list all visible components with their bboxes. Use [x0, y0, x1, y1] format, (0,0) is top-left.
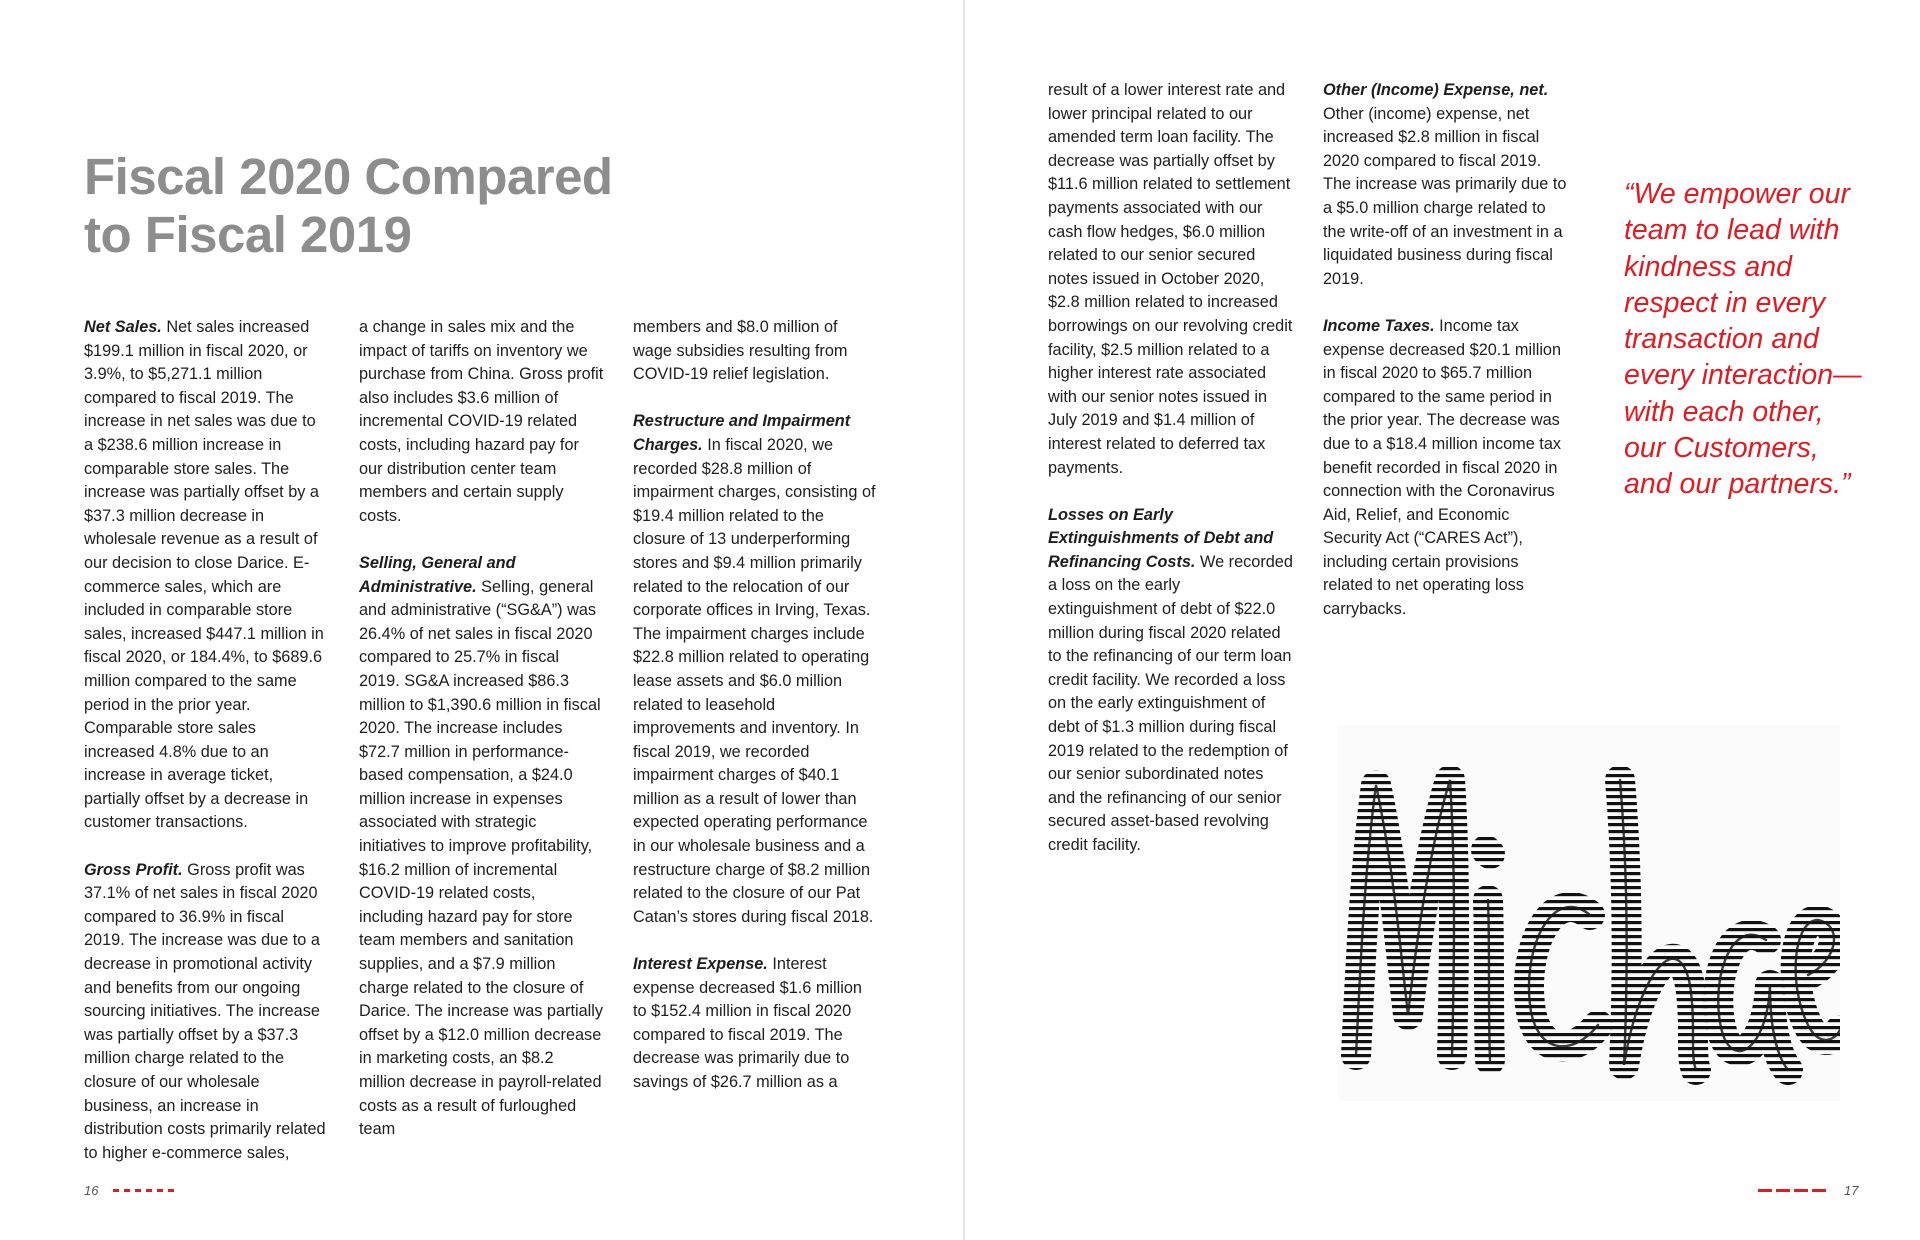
page-number-left: 16 — [84, 1183, 99, 1198]
michaels-script-art — [1338, 725, 1840, 1101]
net-sales-paragraph — [84, 316, 329, 835]
gross-profit-paragraph — [84, 859, 329, 1166]
restructure-paragraph — [633, 410, 878, 929]
page-number-right: 17 — [1844, 1183, 1859, 1198]
net-sales-heading: Net Sales. — [84, 318, 162, 336]
gross-profit-heading: Gross Profit. — [84, 860, 183, 879]
other-expense-paragraph — [1323, 79, 1568, 291]
net-sales-text: Net sales increased $199.1 million in fiscal 2020, or 3.9%, to $5,271.1 million compared to fiscal 2019. The increase in net sales was due to a $238.6 million increase in comparable store sales. The increase was partially offset by a $37.3 million decrease in wholesale revenue as a result of our decision to close Darice. E-commerce sales, which are included in comparable store sales, increased $447.1 million in fiscal 2020, or 184.4%, to $689.6 million compared to the same period in the prior year. Comparable store sales increased 4.8% due to an increase in average ticket, partially offset by a decrease in customer transactions. — [84, 318, 324, 832]
early-extinguishment-heading: Losses on Early Extinguishments of Debt and Refinancing Costs. — [1048, 505, 1274, 571]
sga-heading: Selling, General and Administrative. — [359, 553, 516, 596]
page-marker-dashes-right — [1758, 1189, 1826, 1192]
other-expense-heading: Other (Income) Expense, net. — [1323, 81, 1549, 99]
title-line-1: Fiscal 2020 Compared — [84, 148, 613, 205]
page-gutter — [963, 0, 965, 1240]
interest-expense-text: Interest expense decreased $1.6 million to $152.4 million in fiscal 2020 compared to fiscal 2019. The decrease was primarily due to savings of $26.7 million as a — [633, 955, 862, 1091]
interest-expense-paragraph — [633, 953, 878, 1095]
right-column-2 — [1323, 79, 1568, 645]
other-expense-text: Other (income) expense, net increased $2.8 million in fiscal 2020 compared to fiscal 2019. The increase was primarily due to a $5.0 million charge related to the write-off of an investment in a liquidated business during fiscal 2019. — [1323, 104, 1567, 288]
sga-paragraph — [359, 552, 604, 1142]
income-taxes-paragraph — [1323, 315, 1568, 622]
gross-profit-text: Gross profit was 37.1% of net sales in fiscal 2020 compared to 36.9% in fiscal 2019. The increase was due to a decrease in promotional activity and benefits from our ongoing sourcing initiatives. The increase was partially offset by a $37.3 million charge related to the closure of our wholesale business, an increase in distribution costs primarily related to higher e-commerce sales, — [84, 860, 326, 1162]
pull-quote: “We empower our team to lead with kindness and respect in every transaction and every interaction—with each other, our Customers, and our partners.” — [1624, 178, 1862, 501]
michaels-sign-photo — [1338, 725, 1840, 1101]
right-column-1 — [1048, 79, 1293, 881]
left-column-1 — [84, 316, 329, 1189]
income-taxes-text: Income tax expense decreased $20.1 million in fiscal 2020 to $65.7 million compared to the same period in the prior year. The decrease was due to a $18.4 million income tax benefit recorded in fiscal 2020 in connection with the Coronavirus Aid, Relief, and Economic Security Act (“CARES Act”), including certain provisions related to net operating loss carrybacks. — [1323, 316, 1562, 619]
early-extinguishment-paragraph — [1048, 504, 1293, 858]
income-taxes-heading: Income Taxes. — [1323, 316, 1435, 335]
page-marker-dashes-left — [113, 1189, 175, 1192]
left-column-3 — [633, 316, 878, 1118]
title-line-2: to Fiscal 2019 — [84, 206, 412, 263]
sga-continued: members and $8.0 million of wage subsidies resulting from COVID-19 relief legislation. — [633, 318, 848, 384]
page-title — [84, 148, 613, 264]
sga-text: Selling, general and administrative (“SG&A”) was 26.4% of net sales in fiscal 2020 compared to 25.7% in fiscal 2019. SG&A increased $86.3 million to $1,390.6 million in fiscal 2020. The increase includes $72.7 million in performance-based compensation, a $24.0 million increase in expenses associated with strategic initiatives to improve profitability, $16.2 million of incremental COVID-19 related costs, including hazard pay for store team members and sanitation supplies, and a $7.9 million charge related to the closure of Darice. The increase was partially offset by a $12.0 million decrease in marketing costs, an $8.2 million decrease in payroll-related costs as a result of furloughed team — [359, 577, 604, 1139]
interest-expense-heading: Interest Expense. — [633, 955, 768, 974]
restructure-text: In fiscal 2020, we recorded $28.8 million of impairment charges, consisting of $19.4 million related to the closure of 13 underperforming stores and $9.4 million primarily related to the relocation of our corporate offices in Irving, Texas. The impairment charges include $22.8 million related to operating lease assets and $6.0 million related to leasehold improvements and inventory. In fiscal 2019, we recorded impairment charges of $40.1 million as a result of lower than expected operating performance in our wholesale business and a restructure charge of $8.2 million related to the closure of our Pat Catan’s stores during fiscal 2018. — [633, 435, 876, 926]
interest-expense-continued: result of a lower interest rate and lower principal related to our amended term loan facility. The decrease was partially offset by $11.6 million related to settlement payments associated with our cash flow hedges, $6.0 million related to our senior secured notes issued in October 2020, $2.8 million related to increased borrowings on our revolving credit facility, $2.5 million related to a higher interest rate associated with our senior notes issued in July 2019 and $1.4 million of interest related to deferred tax payments. — [1048, 81, 1293, 477]
left-column-2 — [359, 316, 604, 1165]
gross-profit-continued: a change in sales mix and the impact of tariffs on inventory we purchase from China. Gross profit also includes $3.6 million of incremental COVID-19 related costs, including hazard pay for our distribution center team members and certain supply costs. — [359, 318, 604, 525]
early-extinguishment-text: We recorded a loss on the early extinguishment of debt of $22.0 million during fiscal 2020 related to the refinancing of our term loan credit facility. We recorded a loss on the early extinguishment of debt of $1.3 million during fiscal 2019 related to the redemption of our senior subordinated notes and the refinancing of our senior secured asset-based revolving credit facility. — [1048, 552, 1293, 854]
restructure-heading: Restructure and Impairment Charges. — [633, 412, 851, 454]
